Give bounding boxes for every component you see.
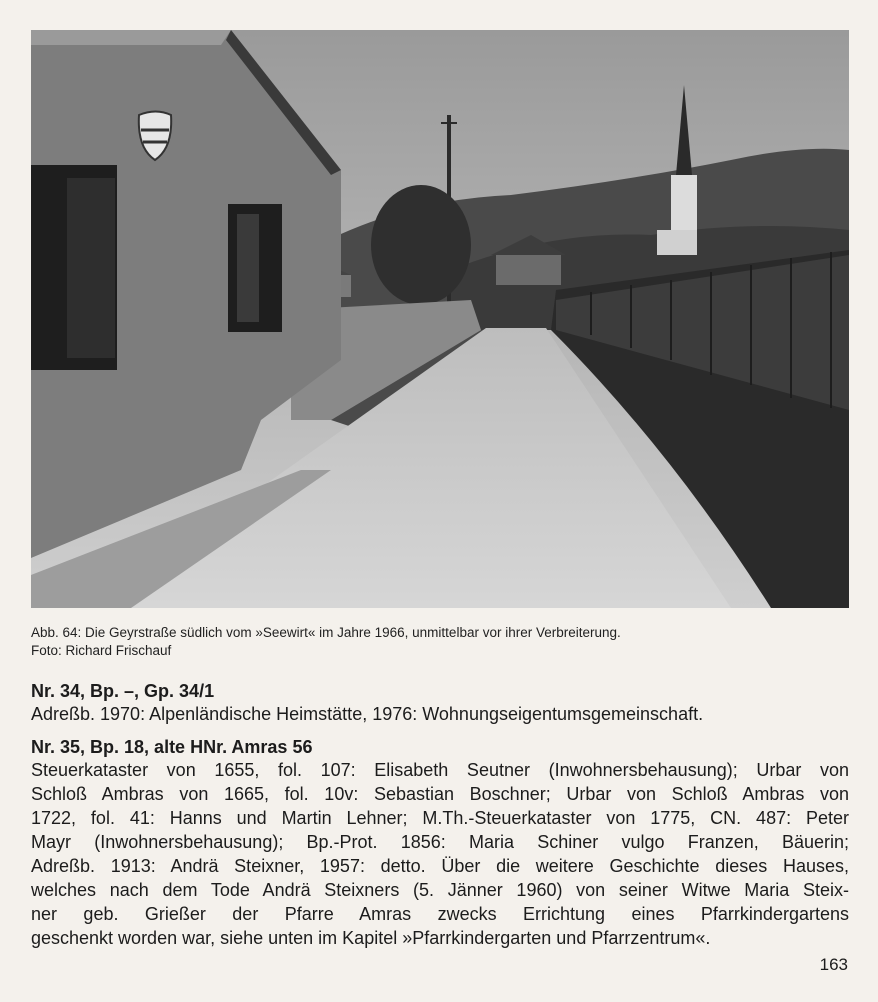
entry-text <box>31 758 849 950</box>
text-line: Adreßb. 1970: Alpenländische Heimstätte, 1976: Wohnungseigentumsgemeinschaft. <box>31 704 704 724</box>
text-line: Mayr (Inwohnersbehausung); Bp.-Prot. 1856: Maria Schiner vulgo Franzen, Bäuerin; <box>31 832 849 852</box>
text-line: ner geb. Grießer der Pfarre Amras zwecks Errichtung eines Pfarrkindergartens <box>31 904 849 924</box>
text-line: Schloß Ambras von 1665, fol. 10v: Sebastian Boschner; Urbar von Schloß Ambras von <box>31 784 849 804</box>
text-line: Adreßb. 1913: Andrä Steixner, 1957: detto. Über die weitere Geschichte dieses Hauses, <box>31 856 849 876</box>
text-line: 1722, fol. 41: Hanns und Martin Lehner; M.Th.-Steuerkataster von 1775, CN. 487: Peter <box>31 808 849 828</box>
figure-caption <box>31 624 849 660</box>
text-line: geschenkt worden war, siehe unten im Kapitel »Pfarrkindergarten und Pfarrzentrum«. <box>31 928 711 948</box>
text-line: Steuerkataster von 1655, fol. 107: Elisabeth Seutner (Inwohnersbehausung); Urbar von <box>31 760 849 780</box>
text-line: welches nach dem Tode Andrä Steixners (5. Jänner 1960) von seiner Witwe Maria Steix- <box>31 880 849 900</box>
street-photo <box>31 30 849 608</box>
caption-line: Abb. 64: Die Geyrstraße südlich vom »Seewirt« im Jahre 1966, unmittelbar vor ihrer Verbreiterung. <box>31 625 621 640</box>
entry-heading: Nr. 35, Bp. 18, alte HNr. Amras 56 <box>31 737 313 757</box>
photo-credit: Foto: Richard Frischauf <box>31 643 172 658</box>
entry-heading: Nr. 34, Bp. –, Gp. 34/1 <box>31 681 215 701</box>
entry-text <box>31 702 849 726</box>
page-number: 163 <box>819 955 848 974</box>
